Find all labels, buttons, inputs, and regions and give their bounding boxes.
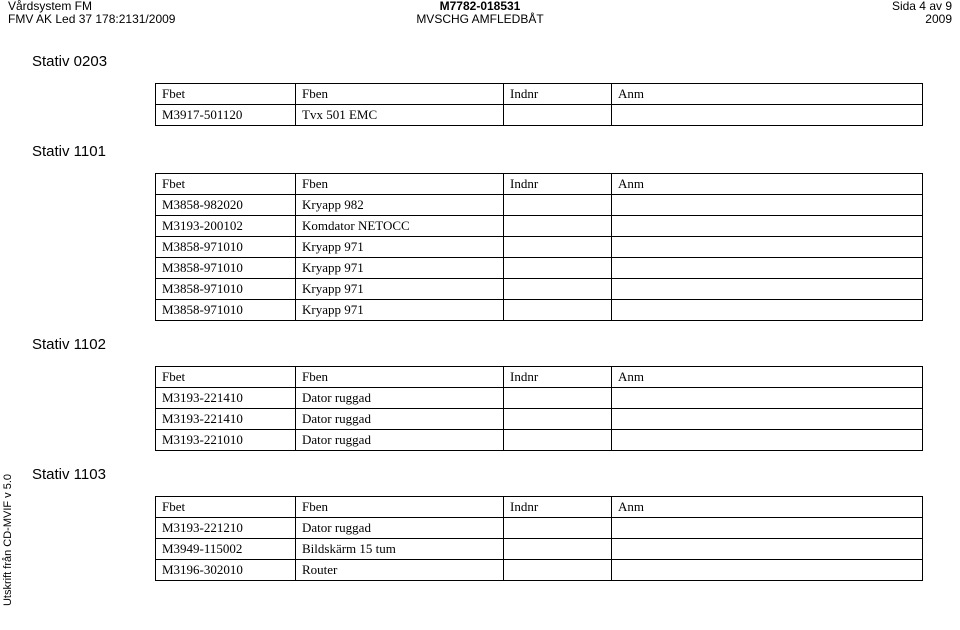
table-cell [504,430,612,451]
table-cell [612,539,923,560]
table-cell: Router [296,560,504,581]
column-header: Anm [612,84,923,105]
table-cell: M3917-501120 [156,105,296,126]
parts-table [155,366,923,451]
page-indicator: Sida 4 av 9 [891,0,952,13]
table-row [156,258,923,279]
table-cell: M3858-971010 [156,237,296,258]
table-row [156,539,923,560]
table-cell: M3193-221410 [156,409,296,430]
table-cell: M3193-221410 [156,388,296,409]
table-cell [504,409,612,430]
document-year: 2009 [925,12,952,26]
reference-number: FMV AK Led 37 178:2131/2009 [8,12,176,26]
table-cell: M3196-302010 [156,560,296,581]
table-cell [504,216,612,237]
table-cell [612,216,923,237]
column-header: Fbet [156,84,296,105]
column-header: Fben [296,367,504,388]
header-center [0,0,960,26]
table-cell: M3858-971010 [156,279,296,300]
column-header: Anm [612,174,923,195]
column-header: Anm [612,367,923,388]
table-cell: Bildskärm 15 tum [296,539,504,560]
table-cell [612,195,923,216]
column-header: Fbet [156,174,296,195]
table-header-row [156,84,923,105]
table-cell [504,560,612,581]
table-cell: Kryapp 971 [296,237,504,258]
table-cell: Dator ruggad [296,388,504,409]
table-row [156,279,923,300]
table-row [156,216,923,237]
section-title: Stativ 1103 [32,466,106,483]
table-header-row [156,367,923,388]
column-header: Fben [296,84,504,105]
table-cell [612,388,923,409]
table-cell: M3949-115002 [156,539,296,560]
column-header: Fbet [156,497,296,518]
table-cell [612,258,923,279]
table-cell: M3193-221210 [156,518,296,539]
column-header: Anm [612,497,923,518]
column-header: Indnr [504,497,612,518]
table-cell: Dator ruggad [296,518,504,539]
column-header: Indnr [504,367,612,388]
table-cell [504,518,612,539]
table-cell: M3858-982020 [156,195,296,216]
table-cell: Kryapp 971 [296,258,504,279]
table-cell [612,409,923,430]
system-name: Vårdsystem FM [8,0,93,13]
table-cell: M3858-971010 [156,258,296,279]
table-row [156,300,923,321]
table-cell [504,300,612,321]
print-source-label: Utskrift från CD-MVIF v 5.0 [2,473,14,607]
table-cell: M3193-200102 [156,216,296,237]
table-cell [612,105,923,126]
table-cell: Tvx 501 EMC [296,105,504,126]
parts-table [155,173,923,321]
section-title: Stativ 1101 [32,143,106,160]
document-number: M7782-018531 [439,0,521,13]
table-cell [612,300,923,321]
table-row [156,388,923,409]
column-header: Fbet [156,367,296,388]
section-title: Stativ 0203 [32,53,108,70]
table-row [156,105,923,126]
table-cell: Kryapp 982 [296,195,504,216]
table-cell: Kryapp 971 [296,300,504,321]
column-header: Indnr [504,174,612,195]
table-cell [504,237,612,258]
table-header-row [156,174,923,195]
column-header: Fben [296,174,504,195]
table-cell [504,388,612,409]
table-cell [504,279,612,300]
table-cell [612,237,923,258]
table-cell: Dator ruggad [296,430,504,451]
column-header: Indnr [504,84,612,105]
table-header-row [156,497,923,518]
table-cell [612,518,923,539]
table-cell [612,560,923,581]
table-cell: Dator ruggad [296,409,504,430]
table-cell: Komdator NETOCC [296,216,504,237]
table-cell [504,258,612,279]
document-title: MVSCHG AMFLEDBÅT [416,12,544,26]
parts-table [155,83,923,126]
table-cell: Kryapp 971 [296,279,504,300]
table-cell [504,105,612,126]
table-row [156,430,923,451]
table-cell: M3858-971010 [156,300,296,321]
table-row [156,518,923,539]
parts-table [155,496,923,581]
table-cell [612,430,923,451]
header-right [892,0,952,26]
table-row [156,237,923,258]
table-row [156,195,923,216]
section-title: Stativ 1102 [32,336,106,353]
table-row [156,560,923,581]
column-header: Fben [296,497,504,518]
table-cell [504,539,612,560]
table-cell [612,279,923,300]
table-cell: M3193-221010 [156,430,296,451]
table-cell [504,195,612,216]
table-row [156,409,923,430]
